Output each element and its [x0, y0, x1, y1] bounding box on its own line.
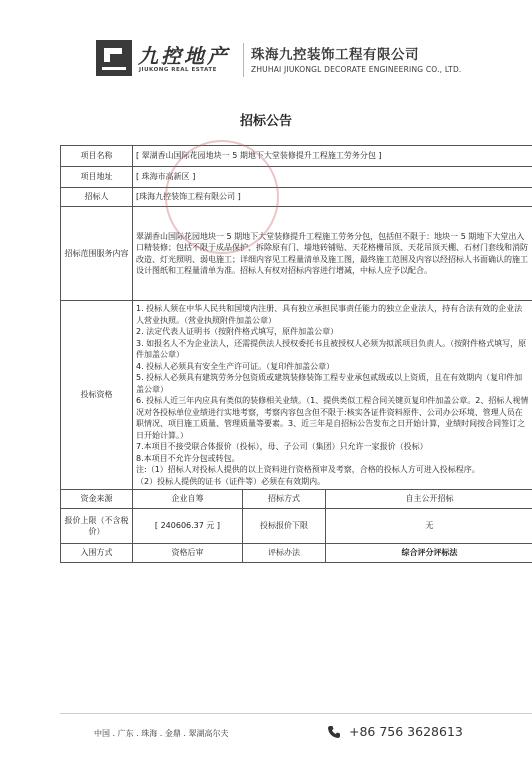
tenderer-value: [珠海九控装饰工程有限公司 ] [133, 188, 532, 207]
brand-name-cn: 九控地产 [138, 44, 230, 68]
footer-phone: +86 756 3628613 [349, 724, 463, 739]
funding-label: 资金来源 [61, 490, 133, 509]
qualification-item: 6. 投标人近三年内应具有类似的装修相关业绩。（1、提供类似工程合同关键页复印件加盖公章。2、招标人视情况对各投标单位业绩进行实地考察，考察内容包含但不限于:核实各证件资料原件、公司办公环境、管理人员在职情况、项目施工质量、管理质量等要素。3、近三年是自招标公告发布之日开始计算，业绩时间按合同签订之日开始计算。） [136, 396, 529, 440]
price-cap-value: [ 240606.37 元 ] [133, 509, 243, 544]
evaluation-value: 综合评分评标法 [326, 544, 532, 563]
table-row [61, 207, 532, 301]
project-address-value: [ 珠海市高新区 ] [133, 167, 532, 188]
company-logo-icon [96, 40, 132, 76]
project-address-label: 项目地址 [61, 167, 133, 188]
company-name-cn: 珠海九控装饰工程有限公司 [251, 47, 419, 63]
table-row [61, 167, 532, 188]
qualification-label: 投标资格 [61, 301, 133, 490]
price-cap-label: 报价上限（不含税价） [61, 509, 133, 544]
project-name-label: 项目名称 [61, 146, 133, 167]
qualification-item: 注:（1）招标人对投标人提供的以上资料进行资格预审及考察，合格的投标人方可进入投标程序。 [136, 465, 480, 474]
qualification-item: 5. 投标人必须具有建筑劳务分包资质或建筑装修装饰工程专业承包贰级或以上资质，且在有效期内（复印件加盖公章） [136, 373, 523, 394]
price-floor-label: 投标报价下限 [243, 509, 326, 544]
footer-divider [60, 713, 532, 714]
letterhead [0, 0, 532, 90]
qualification-item: （2）投标人提供的证书（证件等）必须在有效期内。 [136, 476, 326, 486]
scope-label: 招标范围服务内容 [61, 207, 133, 301]
qualification-item: 1. 投标人须在中华人民共和国境内注册、具有独立承担民事责任能力的独立企业法人，持有合法有效的企业法人营业执照。（营业执照附件加盖公章） [136, 304, 523, 325]
table-row [61, 146, 532, 167]
qualification-item: 7.本项目不接受联合体报价（投标），母、子公司（集团）只允许一家报价（投标） [136, 442, 428, 451]
project-name-value: [ 翠湖香山国际花园地块一 5 期地下大堂装修提升工程施工劳务分包 ] [133, 146, 532, 167]
funding-value: 企业自筹 [133, 490, 243, 509]
footer-address: 中国 . 广东 . 珠海 . 金鼎 . 翠湖高尔夫 [94, 729, 229, 738]
qualification-list [133, 301, 532, 490]
brand-name-en: JIUKONG REAL ESTATE [139, 67, 217, 73]
document-title: 招标公告 [239, 114, 292, 129]
qualification-item: 4. 投标人必须具有安全生产许可证。（复印件加盖公章） [136, 361, 335, 371]
qualification-item: 2. 法定代表人证明书（按附件格式填写，原件加盖公章） [136, 327, 339, 336]
price-floor-value: 无 [326, 509, 532, 544]
evaluation-label: 评标办法 [243, 544, 326, 563]
qualification-item: 8.本项目不允许分包或转包。 [136, 453, 240, 463]
qualification-item: 3. 如报名人不为企业法人，还需提供法人授权委托书且被授权人必须为拟派项目负责人。（按附件格式填写，原件加盖公章） [136, 338, 527, 359]
method-label: 招标方式 [243, 490, 326, 509]
table-row [61, 188, 532, 207]
phone-icon [327, 725, 341, 739]
table-row [61, 544, 532, 563]
method-value: 自主公开招标 [326, 490, 532, 509]
table-row [61, 490, 532, 509]
entry-method-value: 资格后审 [133, 544, 243, 563]
table-row [61, 509, 532, 544]
table-row [61, 301, 532, 490]
header-divider [243, 43, 244, 77]
tenderer-label: 招标人 [61, 188, 133, 207]
tender-info-table [60, 145, 532, 563]
scope-value: 翠湖香山国际花园地块一 5 期地下大堂装修提升工程施工劳务分包，包括但不限于：地块一 5 期地下大堂出入口精装修；包括不限于成品保护、拆除原有门、墙地砖铺贴、天花格栅吊顶、天花吊顶天棚、石材门套线和消防改造、灯光照明、弱电施工；详细内容见工程量清单及施工图，最终施工范围及内容以经招标人书面确认的施工设计图纸和工程量清单为准。招标人有权对招标内容进行增减，中标人应予以配合。 [133, 207, 532, 301]
company-name-en: ZHUHAI JIUKONGL DECORATE ENGINEERING CO., LTD. [251, 65, 462, 74]
entry-method-label: 入围方式 [61, 544, 133, 563]
